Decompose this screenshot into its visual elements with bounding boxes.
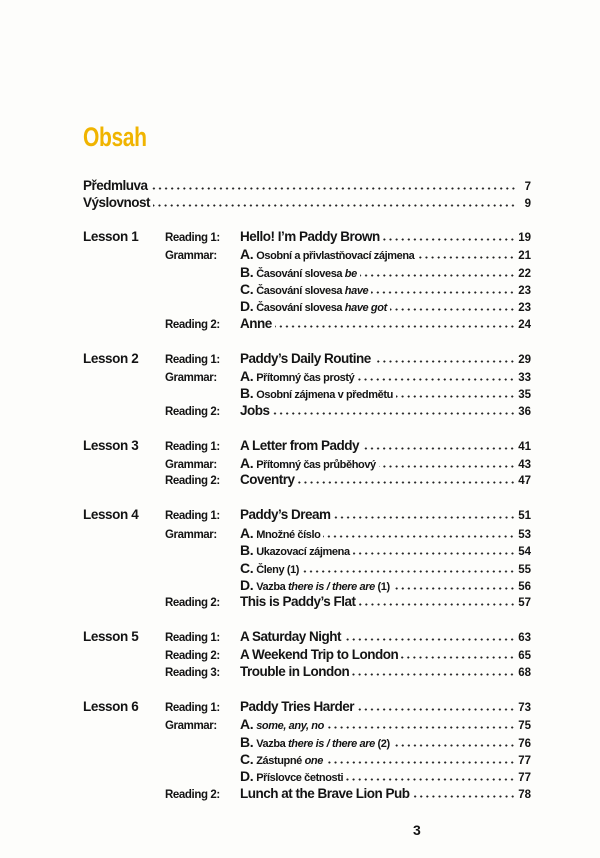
section-label: Reading 2: <box>165 475 220 488</box>
entry-title <box>240 629 341 644</box>
entry-page: 24 <box>518 318 531 331</box>
dot-leader <box>362 447 515 450</box>
toc-entry <box>240 664 531 679</box>
entry-text-segment: Časování slovesa <box>256 267 345 280</box>
dot-leader <box>417 256 515 259</box>
lesson-name: Lesson 4 <box>83 507 139 523</box>
dot-leader <box>352 673 515 676</box>
toc-row <box>83 594 531 611</box>
entry-title <box>240 594 356 609</box>
toc-entry <box>83 178 531 193</box>
entry-title <box>240 455 376 471</box>
entry-text-segment: A Weekend Trip to London <box>240 646 399 662</box>
entry-title <box>240 560 299 576</box>
entry-text-segment: Paddy’s Daily Routine <box>240 350 371 366</box>
entry-title <box>240 768 343 784</box>
grammar-letter: A. <box>240 246 254 263</box>
entry-page: 56 <box>518 580 531 593</box>
lesson-group <box>83 229 531 333</box>
toc-row <box>83 734 531 751</box>
toc-row <box>83 577 531 594</box>
grammar-letter: B. <box>240 733 254 750</box>
entry-text-segment: one <box>304 755 323 768</box>
dot-leader <box>346 778 515 781</box>
section-label: Grammar: <box>165 250 217 263</box>
entry-page: 35 <box>518 389 531 402</box>
lesson-group <box>83 438 531 490</box>
table-of-contents <box>83 178 531 821</box>
toc-entry <box>240 229 531 244</box>
entry-title <box>240 751 323 767</box>
entry-text-segment: Vazba <box>256 580 289 593</box>
entry-text-segment: there is / there are <box>288 580 375 593</box>
dot-leader <box>344 638 515 641</box>
entry-title <box>240 385 393 401</box>
toc-row <box>83 786 531 803</box>
entry-page: 75 <box>518 720 531 733</box>
toc-row <box>83 560 531 577</box>
entry-title <box>240 246 414 262</box>
toc-entry <box>240 699 531 714</box>
entry-text-segment: Časování slovesa <box>256 302 345 315</box>
entry-page: 78 <box>518 788 531 801</box>
entry-page: 68 <box>518 666 531 679</box>
entry-text-segment: Jobs <box>240 402 270 418</box>
grammar-letter: B. <box>240 542 254 559</box>
dot-leader <box>327 726 515 729</box>
entry-text-segment: Množné číslo <box>256 528 321 541</box>
entry-title <box>240 351 371 366</box>
section-label: Reading 3: <box>165 666 220 679</box>
toc-row <box>83 768 531 785</box>
toc-entry <box>240 281 531 297</box>
toc-row <box>83 246 531 263</box>
entry-title <box>240 507 331 522</box>
dot-leader <box>379 465 515 468</box>
grammar-letter: A. <box>240 455 254 472</box>
section-label: Reading 2: <box>165 405 220 418</box>
entry-title <box>240 577 390 593</box>
toc-row <box>83 264 531 281</box>
entry-text-segment: Přítomný čas prostý <box>256 372 355 385</box>
toc-row <box>83 647 531 664</box>
toc-entry <box>240 716 531 732</box>
entry-text-segment: Trouble in London <box>240 663 350 679</box>
entry-text-segment: Paddy Tries Harder <box>240 698 355 714</box>
toc-entry <box>240 507 531 522</box>
section-label: Reading 1: <box>165 632 220 645</box>
entry-page: 33 <box>518 372 531 385</box>
entry-title <box>240 664 349 679</box>
entry-title <box>240 472 295 487</box>
toc-row <box>83 438 531 455</box>
entry-text-segment: A Letter from Paddy <box>240 437 360 453</box>
entry-text-segment: Osobní zájmena v předmětu <box>256 389 393 402</box>
dot-leader <box>359 603 516 606</box>
toc-entry <box>240 351 531 366</box>
toc-entry <box>240 594 531 609</box>
entry-title <box>240 438 359 453</box>
dot-leader <box>151 187 516 190</box>
entry-title <box>240 229 380 244</box>
entry-text-segment: Zástupné <box>256 755 305 768</box>
entry-title: Výslovnost <box>83 195 151 211</box>
toc-entry <box>240 403 531 418</box>
lesson-name: Lesson 5 <box>83 629 139 645</box>
toc-entry <box>240 629 531 644</box>
toc-row <box>83 629 531 646</box>
entry-text-segment: Ukazovací zájmena <box>256 546 350 559</box>
dot-leader <box>413 795 516 798</box>
toc-row <box>83 455 531 472</box>
entry-text-segment: Osobní a přivlastňovací zájmena <box>256 250 415 263</box>
toc-row <box>83 525 531 542</box>
entry-text-segment: Lunch at the Brave Lion Pub <box>240 785 410 801</box>
toc-row <box>83 298 531 315</box>
dot-leader <box>360 274 515 277</box>
toc-entry <box>240 438 531 453</box>
grammar-letter: A. <box>240 716 254 733</box>
entry-page: 9 <box>524 198 531 211</box>
toc-row <box>83 403 531 420</box>
toc-entry <box>240 786 531 801</box>
toc-row <box>83 195 531 212</box>
dot-leader <box>357 378 515 381</box>
dot-leader <box>326 761 515 764</box>
entry-title <box>240 403 270 418</box>
dot-leader <box>357 708 515 711</box>
grammar-letter: C. <box>240 559 254 576</box>
toc-entry <box>240 577 531 593</box>
entry-text-segment: have <box>344 284 369 297</box>
entry-text-segment: Příslovce četnosti <box>256 772 344 785</box>
entry-text-segment: have got <box>344 302 387 315</box>
toc-entry <box>240 385 531 401</box>
toc-entry <box>240 455 531 471</box>
section-label: Grammar: <box>165 720 217 733</box>
grammar-letter: D. <box>240 768 254 785</box>
toc-row <box>83 507 531 524</box>
dot-leader <box>302 570 515 573</box>
section-label: Grammar: <box>165 459 217 472</box>
entry-text-segment: Členy (1) <box>256 563 300 576</box>
lesson-group <box>83 699 531 803</box>
toc-entry <box>240 734 531 750</box>
entry-text-segment: A Saturday Night <box>240 629 342 645</box>
entry-title <box>240 699 354 714</box>
entry-page: 53 <box>518 528 531 541</box>
lesson-group <box>83 351 531 421</box>
entry-page: 63 <box>518 632 531 645</box>
entry-text-segment: Časování slovesa <box>256 284 345 297</box>
toc-entry <box>240 368 531 384</box>
section-label: Reading 1: <box>165 231 220 244</box>
grammar-letter: D. <box>240 576 254 593</box>
section-label: Reading 1: <box>165 353 220 366</box>
section-label: Reading 2: <box>165 788 220 801</box>
dot-leader <box>273 412 516 415</box>
lesson-group <box>83 507 531 611</box>
dot-leader <box>298 481 516 484</box>
toc-row <box>83 472 531 489</box>
grammar-letter: B. <box>240 263 254 280</box>
dot-leader <box>383 238 515 241</box>
lesson-name: Lesson 3 <box>83 437 139 453</box>
grammar-letter: D. <box>240 298 254 315</box>
entry-title <box>240 264 357 280</box>
intro-section <box>83 178 531 213</box>
dot-leader <box>153 204 516 207</box>
dot-leader <box>390 308 515 311</box>
entry-title <box>240 368 354 384</box>
lesson-name: Lesson 6 <box>83 698 139 714</box>
entry-text-segment: Anne <box>240 315 272 331</box>
toc-row <box>83 368 531 385</box>
dot-leader <box>323 535 515 538</box>
entry-title <box>240 786 410 801</box>
dot-leader <box>275 325 515 328</box>
page-number: 3 <box>413 822 421 838</box>
entry-text-segment: there is / there are <box>288 737 375 750</box>
entry-page: 65 <box>518 649 531 662</box>
entry-text-segment: some, any, no <box>256 720 324 733</box>
toc-entry <box>240 525 531 541</box>
toc-entry <box>240 472 531 487</box>
grammar-letter: A. <box>240 368 254 385</box>
grammar-letter: C. <box>240 751 254 768</box>
section-label: Grammar: <box>165 372 217 385</box>
toc-entry <box>240 542 531 558</box>
toc-entry <box>240 768 531 784</box>
dot-leader <box>393 587 515 590</box>
dot-leader <box>371 291 515 294</box>
toc-row <box>83 664 531 681</box>
entry-title <box>240 316 272 331</box>
toc-entry <box>240 298 531 314</box>
lesson-name: Lesson 1 <box>83 228 139 244</box>
entry-page: 55 <box>518 563 531 576</box>
entry-title: Předmluva <box>83 178 148 193</box>
toc-row <box>83 316 531 333</box>
lesson-group <box>83 629 531 681</box>
toc-row <box>83 229 531 246</box>
entry-title <box>240 734 390 750</box>
entry-title <box>240 525 320 541</box>
entry-text-segment: Paddy’s Dream <box>240 507 331 523</box>
entry-title <box>240 716 324 732</box>
section-label: Reading 1: <box>165 510 220 523</box>
entry-title <box>240 542 350 558</box>
toc-entry <box>240 264 531 280</box>
entry-page: 7 <box>524 181 531 193</box>
entry-page: 43 <box>518 459 531 472</box>
toc-entry <box>240 560 531 576</box>
toc-entry <box>83 195 531 210</box>
toc-entry <box>240 647 531 662</box>
toc-row <box>83 751 531 768</box>
section-label: Grammar: <box>165 528 217 541</box>
entry-text-segment: This is Paddy’s Flat <box>240 594 356 610</box>
dot-leader <box>353 552 516 555</box>
entry-page: 41 <box>518 440 531 453</box>
toc-row <box>83 281 531 298</box>
entry-page: 57 <box>518 597 531 610</box>
section-label: Reading 1: <box>165 440 220 453</box>
entry-page: 77 <box>518 772 531 785</box>
lesson-name: Lesson 2 <box>83 350 139 366</box>
toc-entry <box>240 246 531 262</box>
entry-text-segment: Vazba <box>256 737 289 750</box>
entry-title <box>240 298 387 314</box>
entry-text-segment: Přítomný čas průběhový <box>256 459 376 472</box>
section-label: Reading 2: <box>165 597 220 610</box>
toc-entry <box>240 316 531 331</box>
section-label: Reading 1: <box>165 701 220 714</box>
entry-page: 19 <box>518 231 531 244</box>
dot-leader <box>393 744 515 747</box>
toc-row <box>83 699 531 716</box>
section-label: Reading 2: <box>165 318 220 331</box>
toc-row <box>83 351 531 368</box>
entry-page: 29 <box>518 353 531 366</box>
entry-page: 73 <box>518 701 531 714</box>
entry-page: 23 <box>518 284 531 297</box>
toc-entry <box>240 751 531 767</box>
page-title: Obsah <box>83 122 147 152</box>
dot-leader <box>374 360 515 363</box>
grammar-letter: B. <box>240 385 254 402</box>
entry-text-segment: (1) <box>374 580 390 593</box>
toc-row <box>83 716 531 733</box>
toc-row <box>83 178 531 195</box>
dot-leader <box>401 656 515 659</box>
entry-page: 47 <box>518 475 531 488</box>
entry-title <box>240 281 368 297</box>
section-label: Reading 2: <box>165 649 220 662</box>
entry-text-segment: Coventry <box>240 472 295 488</box>
entry-page: 76 <box>518 737 531 750</box>
entry-title <box>240 647 398 662</box>
entry-text-segment: be <box>344 267 357 280</box>
entry-page: 23 <box>518 302 531 315</box>
entry-text-segment: Hello! I’m Paddy Brown <box>240 228 380 244</box>
entry-page: 22 <box>518 267 531 280</box>
entry-page: 36 <box>518 405 531 418</box>
grammar-letter: C. <box>240 280 254 297</box>
entry-page: 77 <box>518 755 531 768</box>
entry-page: 54 <box>518 546 531 559</box>
grammar-letter: A. <box>240 524 254 541</box>
entry-page: 21 <box>518 250 531 263</box>
entry-page: 51 <box>518 510 531 523</box>
dot-leader <box>396 395 515 398</box>
dot-leader <box>334 516 516 519</box>
toc-row <box>83 385 531 402</box>
entry-text-segment: (2) <box>374 737 390 750</box>
toc-row <box>83 542 531 559</box>
